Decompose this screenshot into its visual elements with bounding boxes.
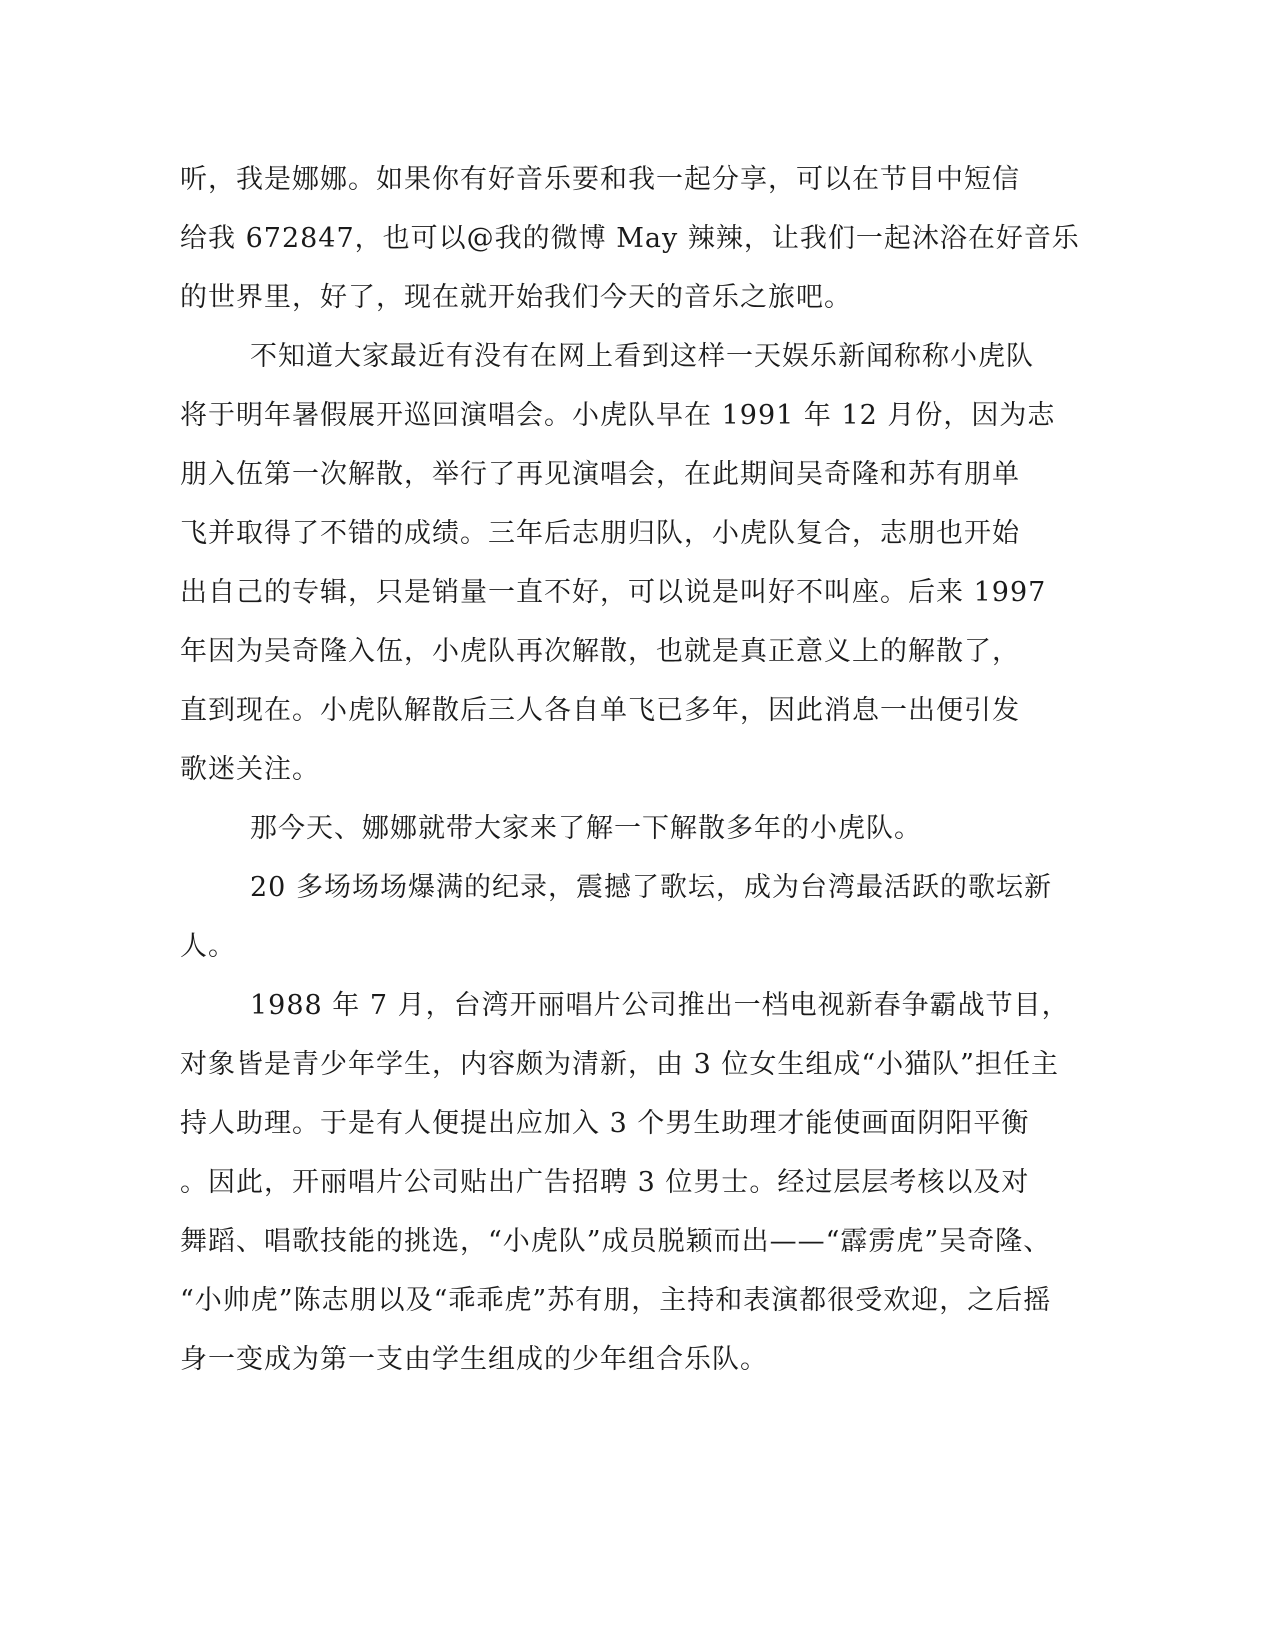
text-line: 人。 [180, 931, 236, 962]
text-line: 舞蹈、唱歌技能的挑选，“小虎队”成员脱颖而出——“霹雳虎”吴奇隆、 [180, 1226, 1052, 1257]
text-line: 年因为吴奇隆入伍，小虎队再次解散，也就是真正意义上的解散了， [180, 636, 1020, 667]
text-line: 持人助理。于是有人便提出应加入 3 个男生助理才能使画面阴阳平衡 [180, 1108, 1030, 1139]
text-line: 朋入伍第一次解散，举行了再见演唱会，在此期间吴奇隆和苏有朋单 [180, 459, 1020, 490]
text-line: “小帅虎”陈志朋以及“乖乖虎”苏有朋，主持和表演都很受欢迎，之后摇 [180, 1285, 1052, 1316]
text-line: 。因此，开丽唱片公司贴出广告招聘 3 位男士。经过层层考核以及对 [180, 1167, 1030, 1198]
text-line: 身一变成为第一支由学生组成的少年组合乐队。 [180, 1344, 768, 1375]
text-line: 给我 672847，也可以@我的微博 May 辣辣，让我们一起沐浴在好音乐 [180, 223, 1080, 254]
text-line: 歌迷关注。 [180, 754, 320, 785]
paragraph-first-line: 那今天、娜娜就带大家来了解一下解散多年的小虎队。 [250, 813, 922, 844]
text-line: 飞并取得了不错的成绩。三年后志朋归队，小虎队复合，志朋也开始 [180, 518, 1020, 549]
text-line: 对象皆是青少年学生，内容颇为清新，由 3 位女生组成“小猫队”担任主 [180, 1049, 1059, 1080]
text-line: 直到现在。小虎队解散后三人各自单飞已多年，因此消息一出便引发 [180, 695, 1020, 726]
paragraph-first-line: 20 多场场场爆满的纪录，震撼了歌坛，成为台湾最活跃的歌坛新 [250, 872, 1052, 903]
text-line: 听，我是娜娜。如果你有好音乐要和我一起分享，可以在节目中短信 [180, 164, 1020, 195]
paragraph-first-line: 1988 年 7 月，台湾开丽唱片公司推出一档电视新春争霸战节目， [250, 990, 1070, 1021]
body-text [180, 150, 1080, 1389]
text-line: 将于明年暑假展开巡回演唱会。小虎队早在 1991 年 12 月份，因为志 [180, 400, 1056, 431]
paragraph-first-line: 不知道大家最近有没有在网上看到这样一天娱乐新闻称称小虎队 [250, 341, 1034, 372]
text-line: 出自己的专辑，只是销量一直不好，可以说是叫好不叫座。后来 1997 [180, 577, 1047, 608]
text-line: 的世界里，好了，现在就开始我们今天的音乐之旅吧。 [180, 282, 852, 313]
